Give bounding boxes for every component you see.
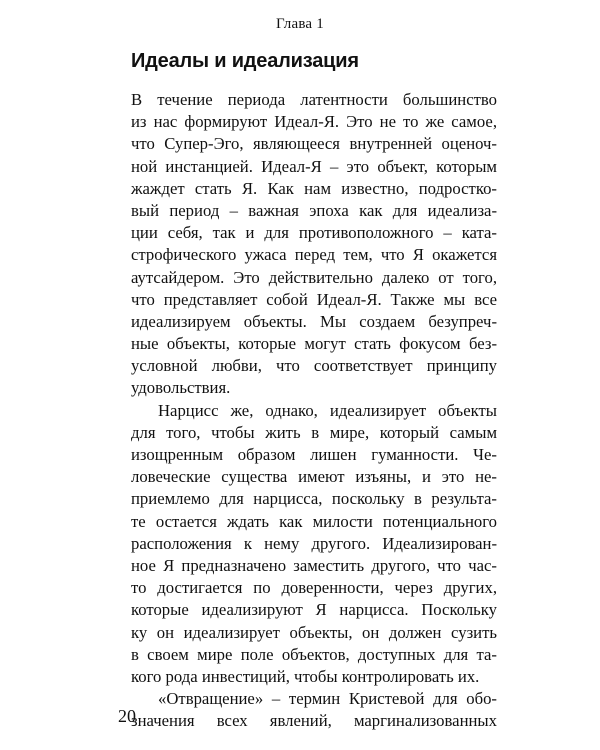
text-line: «Отвращение» – термин Кристевой для обо- [158,689,497,709]
text-line: те остается ждать как милости потенциального [131,511,497,531]
text-line: аутсайдером. Это действительно далеко от того, [131,267,497,287]
text-line: ной инстанцией. Идеал-Я – это объект, которым [131,156,497,176]
text-line: ку он идеализирует объекты, он должен сузить [131,622,497,642]
text-line: вый период – важная эпоха как для идеализа- [131,200,497,220]
text-line: которые идеализируют Я нарцисса. Поскольку [131,600,497,620]
text-line: ции себя, так и для противоположного – ката- [131,223,497,243]
text-line: из нас формируют Идеал-Я. Это не то же самое, [131,112,497,132]
text-line: ное Я предназначено заместить другого, что час- [131,555,497,575]
paragraph-3 [131,688,497,732]
text-line: приемлемо для нарцисса, поскольку в результа- [131,489,497,509]
running-head: Глава 1 [276,16,324,32]
text-line: что Супер-Эго, являющееся внутренней оценоч- [131,134,497,154]
text-line: условной любви, что соответствует принципу [131,356,497,376]
text-line: идеализируем объекты. Мы создаем безупреч- [131,311,497,331]
paragraph-2 [131,400,497,688]
text-line: то достигается по доверенности, через других, [131,578,497,598]
text-line: строфического ужаса перед тем, что Я окажется [131,245,497,265]
text-line: жаждет стать Я. Как нам известно, подростко- [131,178,497,198]
text-line: расположения к нему другого. Идеализирован- [131,533,497,553]
text-line: В течение периода латентности большинство [131,90,497,109]
body-text [131,89,497,732]
text-line: что представляет собой Идеал-Я. Также мы все [131,289,497,309]
text-line: ные объекты, которые могут стать фокусом без- [131,334,497,354]
section-title: Идеалы и идеализация [131,50,359,72]
text-line: Нарцисс же, однако, идеализирует объекты [158,400,497,420]
page-number: 20 [118,706,136,726]
text-line: ловеческие существа имеют изъяны, и это не- [131,467,497,487]
text-line: в своем мире поле объектов, доступных для та- [131,644,497,664]
text-line: изощренным образом лишен гуманности. Че- [131,445,497,464]
text-line: для того, чтобы жить в мире, который самым [131,422,497,442]
text-line: удовольствия. [131,378,231,398]
text-line: значения всех явлений, маргинализованных [131,711,497,731]
paragraph-1 [131,89,497,400]
text-line: кого рода инвестиций, чтобы контролировать их. [131,666,480,686]
